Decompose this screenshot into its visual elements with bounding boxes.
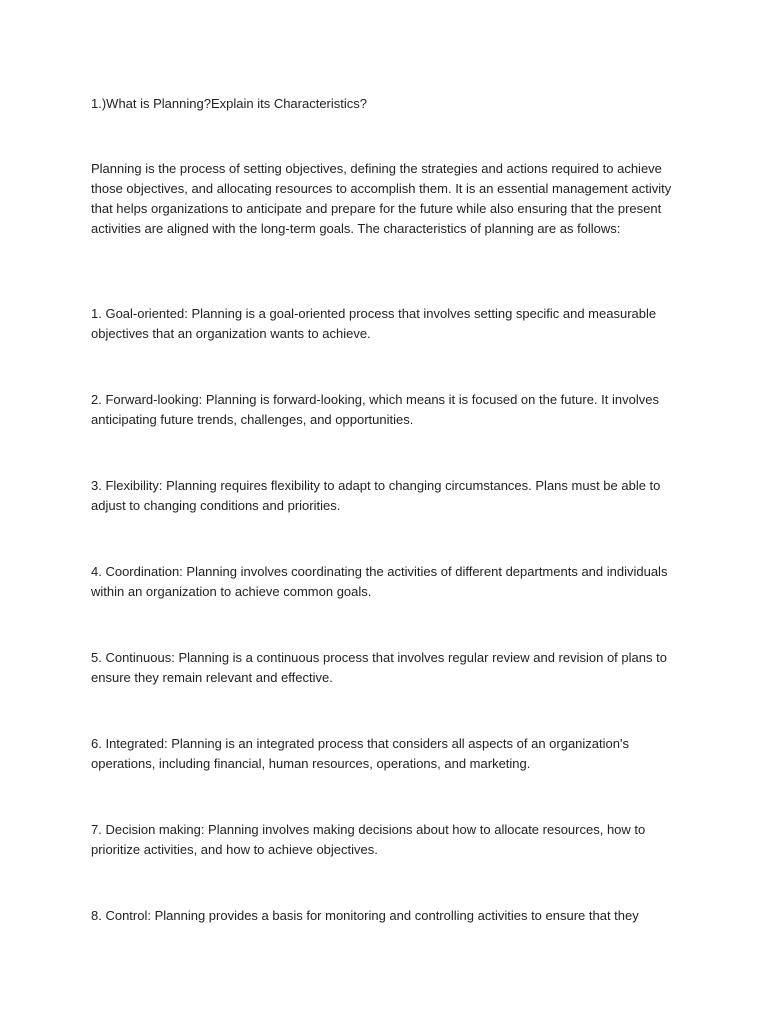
characteristic-control: 8. Control: Planning provides a basis for monitoring and controlling activities to ensure that they [91,908,639,923]
characteristic-decision-making: 7. Decision making: Planning involves making decisions about how to allocate resources, how to prioritize activities, and how to achieve objectives. [91,822,646,857]
intro-paragraph: Planning is the process of setting objectives, defining the strategies and actions required to achieve those objectives, and allocating resources to accomplish them. It is an essential management activity that helps organizations to anticipate and prepare for the future while also ensuring that the present activities are aligned with the long-term goals. The characteristics of planning are as follows: [91,161,672,236]
characteristic-goal-oriented: 1. Goal-oriented: Planning is a goal-oriented process that involves setting specific and measurable objectives that an organization wants to achieve. [91,306,657,341]
question-heading: 1.)What is Planning?Explain its Characteristics? [91,96,368,111]
characteristic-forward-looking: 2. Forward-looking: Planning is forward-looking, which means it is focused on the future. It involves anticipating future trends, challenges, and opportunities. [91,392,659,427]
characteristic-flexibility: 3. Flexibility: Planning requires flexibility to adapt to changing circumstances. Plans must be able to adjust to changing conditions and priorities. [91,478,661,513]
characteristic-coordination: 4. Coordination: Planning involves coordinating the activities of different departments and individuals within an organization to achieve common goals. [91,564,668,599]
characteristic-integrated: 6. Integrated: Planning is an integrated process that considers all aspects of an organization's operations, including financial, human resources, operations, and marketing. [91,736,629,771]
characteristic-continuous: 5. Continuous: Planning is a continuous process that involves regular review and revision of plans to ensure they remain relevant and effective. [91,650,667,685]
